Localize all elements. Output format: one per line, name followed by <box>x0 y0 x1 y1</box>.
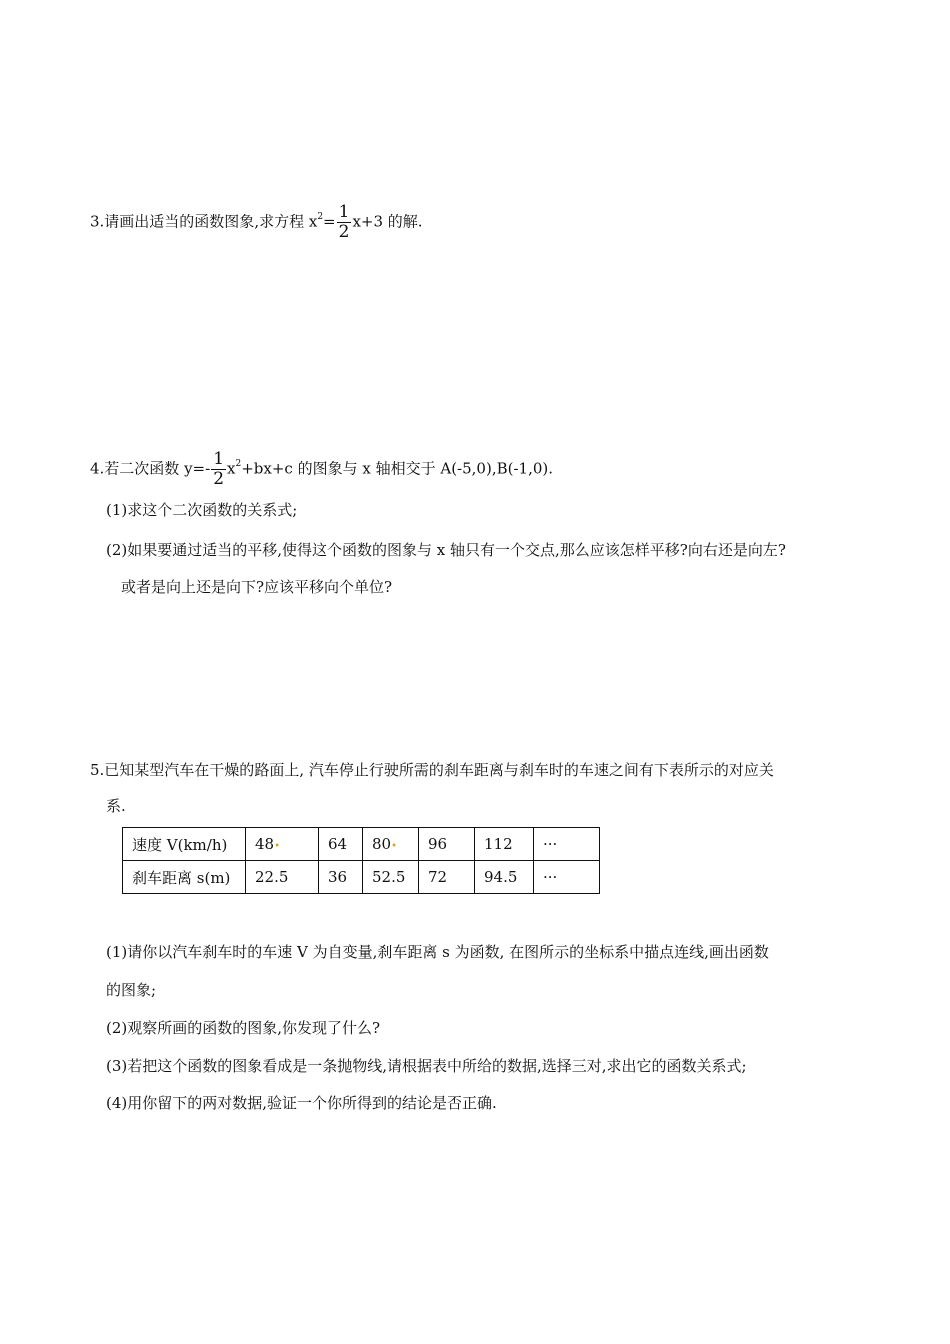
question-3 <box>90 203 423 242</box>
q4-subquestion-1: (1)求这个二次函数的关系式; <box>106 501 298 519</box>
q5-subquestion-1-line-2: 的图象; <box>106 981 157 999</box>
q3-prefix: 3.请画出适当的函数图象,求方程 x <box>90 212 318 231</box>
q4-subquestion-2-line-2: 或者是向上还是向下?应该平移向个单位? <box>121 578 393 596</box>
q5-subquestion-4: (4)用你留下的两对数据,验证一个你所得到的结论是否正确. <box>106 1094 497 1112</box>
q4-x: x <box>227 459 236 478</box>
q5-subquestion-3: (3)若把这个函数的图象看成是一条抛物线,请根据表中所给的数据,选择三对,求出它的函数关系式; <box>106 1057 747 1075</box>
table-cell: 96 <box>419 828 475 861</box>
q5-subquestion-1-line-1: (1)请你以汽车刹车时的车速 V 为自变量,刹车距离 s 为函数, 在图所示的坐标系中描点连线,画出函数 <box>106 943 769 961</box>
q4-subquestion-2-line-1: (2)如果要通过适当的平移,使得这个函数的图象与 x 轴只有一个交点,那么应该怎样平移?向右还是向左? <box>106 541 786 559</box>
q4-prefix: 4.若二次函数 y=- <box>90 459 211 478</box>
question-4 <box>90 450 553 489</box>
highlight-dot-icon: • <box>274 841 280 852</box>
table-cell: 80• <box>363 828 419 861</box>
table-cell: 72 <box>419 861 475 894</box>
table-row <box>123 861 600 894</box>
q4-fraction <box>211 450 226 489</box>
table-header-speed: 速度 V(km/h) <box>123 828 246 861</box>
q3-equals: = <box>323 212 336 231</box>
q3-frac-denominator: 2 <box>338 222 350 242</box>
table-cell: 52.5 <box>363 861 419 894</box>
table-cell: 36 <box>319 861 363 894</box>
q4-exponent: 2 <box>235 458 242 469</box>
q5-subquestion-2: (2)观察所画的函数的图象,你发现了什么? <box>106 1019 381 1037</box>
table-header-distance: 刹车距离 s(m) <box>123 861 246 894</box>
table-cell: 64 <box>319 828 363 861</box>
table-cell: 22.5 <box>246 861 319 894</box>
table-cell: ··· <box>534 828 600 861</box>
q5-intro-line-2: 系. <box>106 797 126 815</box>
q3-fraction <box>337 203 352 242</box>
q3-frac-numerator: 1 <box>338 202 350 222</box>
speed-distance-table <box>122 827 600 894</box>
table-cell: 48• <box>246 828 319 861</box>
table-row <box>123 828 600 861</box>
table-cell: 112 <box>475 828 534 861</box>
q4-frac-numerator: 1 <box>213 449 225 469</box>
q3-exponent: 2 <box>317 211 324 222</box>
q4-suffix: +bx+c 的图象与 x 轴相交于 A(-5,0),B(-1,0). <box>241 459 554 478</box>
q4-frac-denominator: 2 <box>213 469 225 489</box>
table-cell: ··· <box>534 861 600 894</box>
highlight-dot-icon: • <box>391 841 397 852</box>
q5-intro-line-1: 5.已知某型汽车在干燥的路面上, 汽车停止行驶所需的刹车距离与刹车时的车速之间有下表所示的对应关 <box>90 761 774 779</box>
table-cell: 94.5 <box>475 861 534 894</box>
q3-suffix: x+3 的解. <box>352 212 423 231</box>
